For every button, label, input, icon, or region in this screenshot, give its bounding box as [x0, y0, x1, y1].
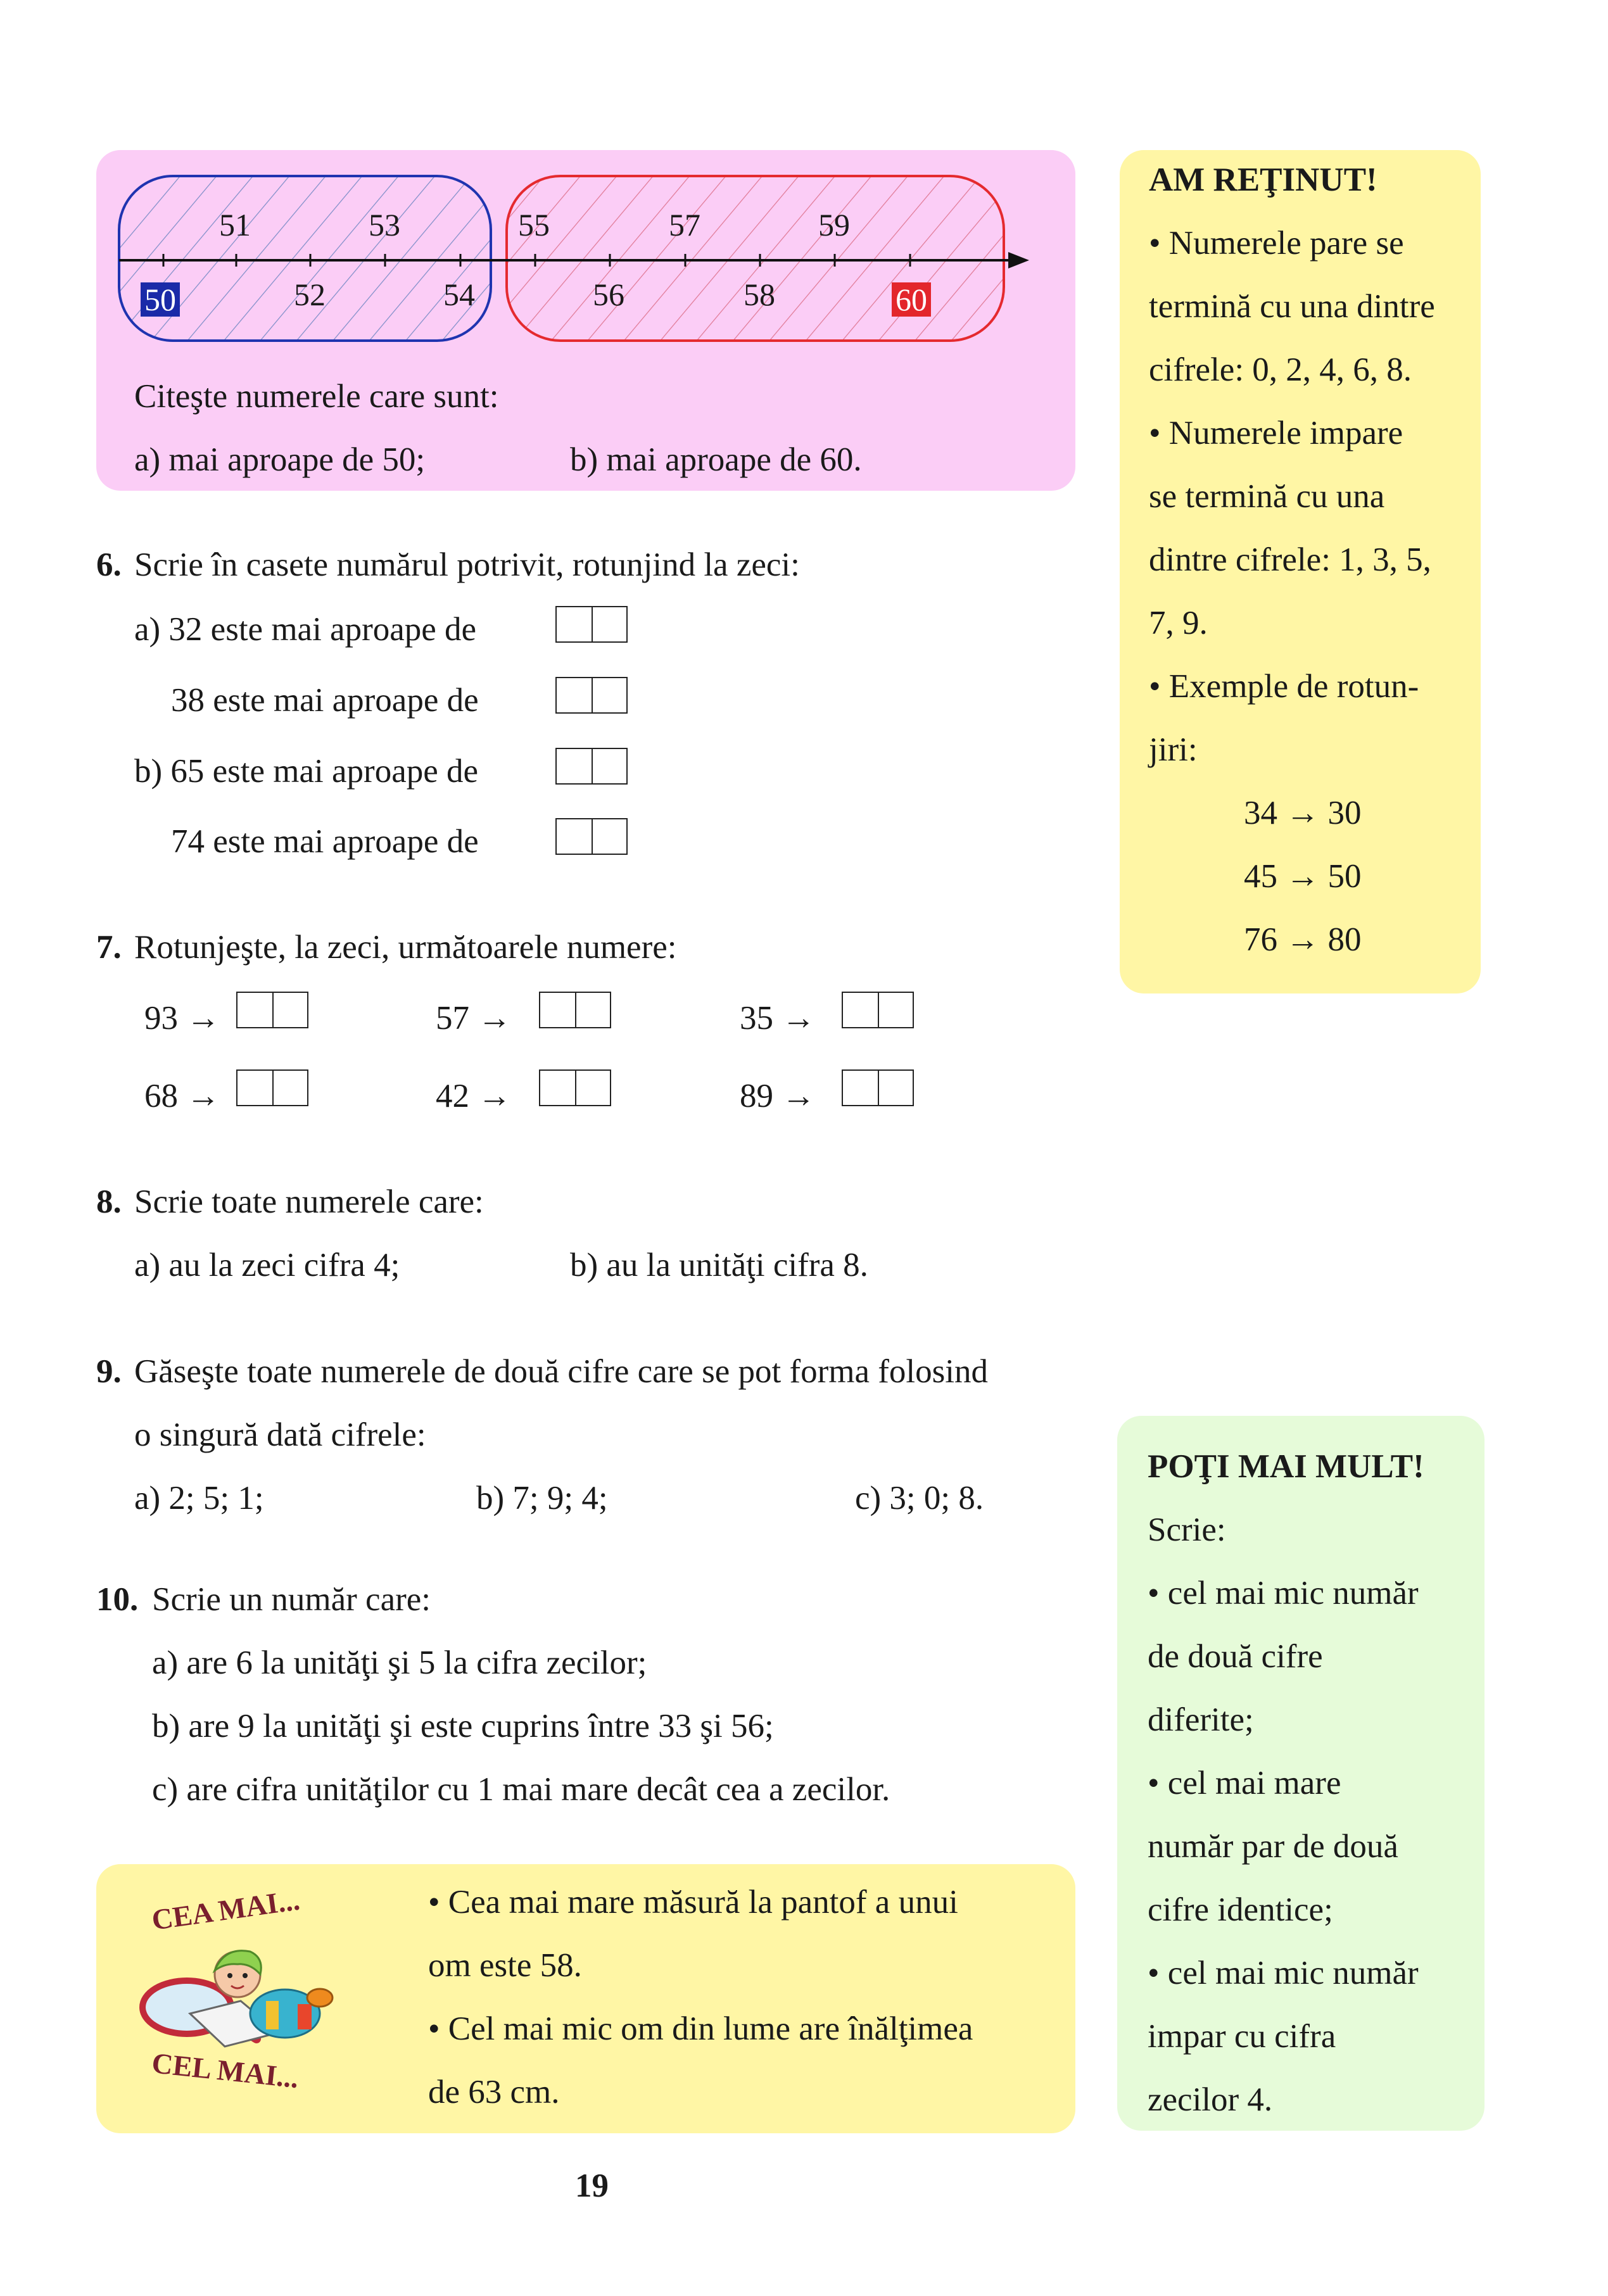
tick-label-58: 58 — [744, 277, 775, 312]
cea-mai-line-4: de 63 cm. — [428, 2074, 560, 2110]
ex10-option-b: b) are 9 la unităţi şi este cuprins între 33 şi 56; — [152, 1708, 774, 1744]
ex6-answer-box-2[interactable] — [555, 677, 628, 714]
ex9-number: 9. — [96, 1353, 122, 1390]
ex6-answer-box-3[interactable] — [555, 748, 628, 785]
ex7-item-89: 89 → — [740, 1078, 816, 1114]
cea-mai-line-1: • Cea mai mare măsură la pantof a unui — [428, 1884, 958, 1921]
tick-label-55: 55 — [518, 207, 550, 243]
ex7-answer-box-57[interactable] — [539, 992, 611, 1028]
poti-line-9: impar cu cifra — [1148, 2018, 1336, 2055]
retinut-line-9: jiri: — [1149, 731, 1198, 768]
ex6-row-a1: a) 32 este mai aproape de — [134, 611, 477, 648]
number-line-option-b: b) mai aproape de 60. — [570, 441, 862, 478]
ex7-answer-box-42[interactable] — [539, 1069, 611, 1106]
child-reading-illustration — [130, 1938, 339, 2052]
ex6-title: Scrie în casete numărul potrivit, rotunjind la zeci: — [134, 546, 800, 583]
ex8-title: Scrie toate numerele care: — [134, 1183, 484, 1220]
ex6-answer-box-4[interactable] — [555, 818, 628, 855]
retinut-line-5: se termină cu una — [1149, 478, 1385, 515]
ex10-option-a: a) are 6 la unităţi şi 5 la cifra zecilor; — [152, 1644, 647, 1681]
ex7-item-93: 93 → — [144, 1000, 220, 1037]
cel-mai-logo-bottom: CEL MAI... — [150, 2047, 301, 2095]
start-label-50: 50 — [141, 282, 180, 317]
ex8-option-b: b) au la unităţi cifra 8. — [570, 1247, 868, 1284]
retinut-line-6: dintre cifrele: 1, 3, 5, — [1149, 541, 1431, 578]
ex6-row-b2: 74 este mai aproape de — [171, 823, 479, 860]
poti-line-1: Scrie: — [1148, 1511, 1226, 1548]
retinut-example-1: 34 → 30 — [1244, 795, 1362, 831]
ex6-number: 6. — [96, 546, 122, 583]
ex7-item-68: 68 → — [144, 1078, 220, 1114]
tick-label-59: 59 — [818, 207, 850, 243]
ex9-option-b: b) 7; 9; 4; — [476, 1480, 608, 1517]
retinut-example-2: 45 → 50 — [1244, 858, 1362, 895]
ex7-number: 7. — [96, 929, 122, 966]
ex6-row-b1: b) 65 este mai aproape de — [134, 753, 479, 790]
poti-line-10: zecilor 4. — [1148, 2081, 1273, 2118]
poti-line-6: număr par de două — [1148, 1828, 1398, 1865]
ex7-item-42: 42 → — [436, 1078, 512, 1114]
cea-mai-line-3: • Cel mai mic om din lume are înălţimea — [428, 2010, 973, 2047]
tick-label-57: 57 — [669, 207, 700, 243]
ex9-option-c: c) 3; 0; 8. — [855, 1480, 984, 1517]
number-line-arrow — [1008, 252, 1029, 268]
ex10-option-c: c) are cifra unităţilor cu 1 mai mare decât cea a zecilor. — [152, 1771, 890, 1808]
poti-line-5: • cel mai mare — [1148, 1765, 1341, 1801]
page-number: 19 — [575, 2167, 609, 2204]
ex7-answer-box-89[interactable] — [842, 1069, 914, 1106]
ex10-number: 10. — [96, 1581, 139, 1618]
poti-mai-mult-title: POŢI MAI MULT! — [1148, 1448, 1424, 1485]
retinut-line-2: termină cu una dintre — [1149, 288, 1435, 325]
tick-label-56: 56 — [593, 277, 624, 312]
ex9-line1: Găseşte toate numerele de două cifre care se pot forma folosind — [134, 1353, 988, 1390]
retinut-example-3: 76 → 80 — [1244, 921, 1362, 958]
ex7-answer-box-68[interactable] — [236, 1069, 308, 1106]
retinut-line-3: cifrele: 0, 2, 4, 6, 8. — [1149, 351, 1412, 388]
poti-line-2: • cel mai mic număr — [1148, 1575, 1419, 1612]
ex6-row-a2: 38 este mai aproape de — [171, 682, 479, 719]
ex6-answer-box-1[interactable] — [555, 606, 628, 643]
number-line-instruction: Citeşte numerele care sunt: — [134, 378, 499, 415]
tick-label-52: 52 — [294, 277, 326, 312]
poti-line-3: de două cifre — [1148, 1638, 1323, 1675]
tick-label-51: 51 — [219, 207, 251, 243]
ex8-option-a: a) au la zeci cifra 4; — [134, 1247, 400, 1284]
ex8-number: 8. — [96, 1183, 122, 1220]
ex7-title: Rotunjeşte, la zeci, următoarele numere: — [134, 929, 677, 966]
poti-line-4: diferite; — [1148, 1701, 1254, 1738]
retinut-line-1: • Numerele pare se — [1149, 225, 1404, 262]
retinut-line-4: • Numerele impare — [1149, 415, 1403, 451]
cea-mai-line-2: om este 58. — [428, 1947, 582, 1984]
retinut-line-8: • Exemple de rotun- — [1149, 668, 1419, 705]
number-line-option-a: a) mai aproape de 50; — [134, 441, 426, 478]
ex9-option-a: a) 2; 5; 1; — [134, 1480, 264, 1517]
end-label-60: 60 — [892, 282, 931, 317]
tick-label-54: 54 — [443, 277, 475, 312]
ex7-item-57: 57 → — [436, 1000, 512, 1037]
ex7-answer-box-93[interactable] — [236, 992, 308, 1028]
ex10-title: Scrie un număr care: — [152, 1581, 431, 1618]
ex7-item-35: 35 → — [740, 1000, 816, 1037]
am-retinut-title: AM REŢINUT! — [1149, 161, 1377, 198]
retinut-line-7: 7, 9. — [1149, 605, 1208, 641]
poti-line-8: • cel mai mic număr — [1148, 1955, 1419, 1991]
poti-line-7: cifre identice; — [1148, 1891, 1333, 1928]
ex9-line2: o singură dată cifrele: — [134, 1416, 426, 1453]
tick-label-53: 53 — [369, 207, 400, 243]
ex7-answer-box-35[interactable] — [842, 992, 914, 1028]
cea-mai-logo-top: CEA MAI... — [149, 1883, 302, 1936]
